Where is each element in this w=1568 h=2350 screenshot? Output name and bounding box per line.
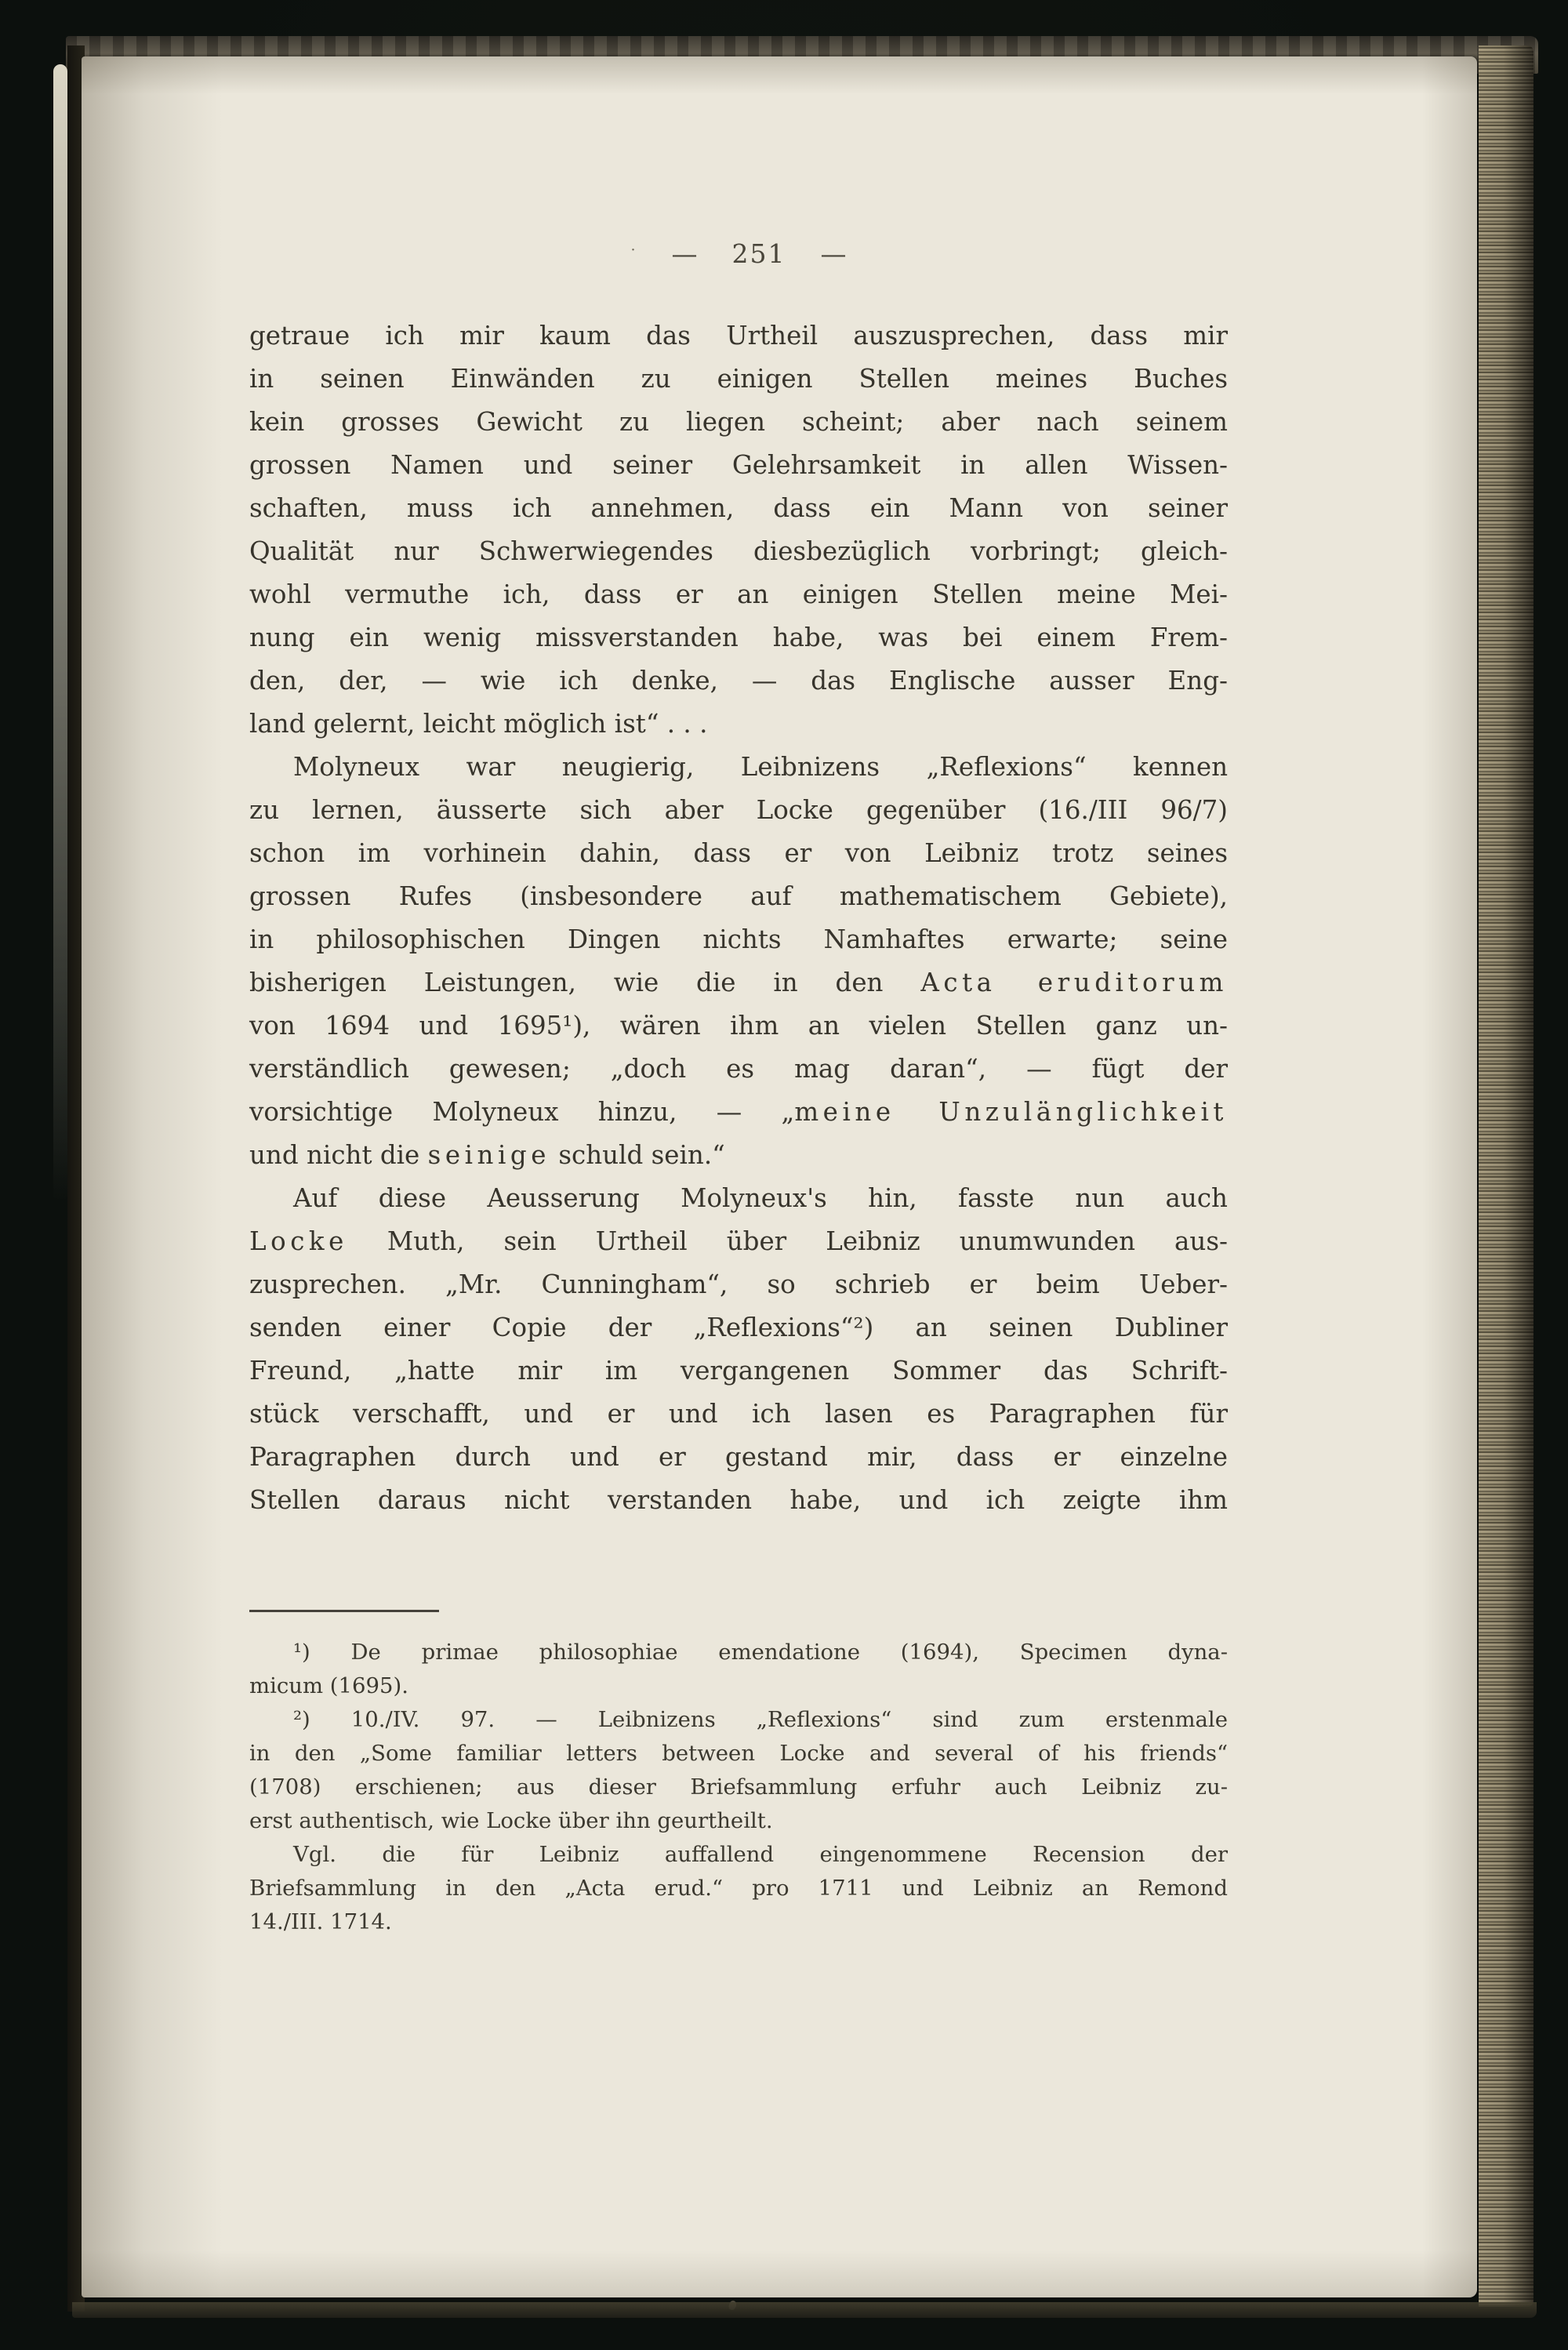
- footnote-rule: [249, 1610, 439, 1612]
- text-line: den, der, — wie ich denke, — das Englische ausser Eng-: [249, 666, 1228, 696]
- text-line: Briefsammlung in den „Acta erud.“ pro 1711 und Leibniz an Remond: [249, 1876, 1228, 1901]
- header-dash-right: —: [820, 238, 847, 269]
- book-cover-bottom-edge: [72, 2302, 1537, 2318]
- text-line: Molyneux war neugierig, Leibnizens „Reflexions“ kennen: [293, 752, 1228, 782]
- page-header: [249, 238, 1228, 269]
- footnotes: [249, 1636, 1228, 1939]
- text-line: senden einer Copie der „Reflexions“²) an seinen Dubliner: [249, 1313, 1228, 1342]
- fore-edge-pages: [1479, 45, 1534, 2307]
- header-dash-left: —: [671, 238, 698, 269]
- text-line: erst authentisch, wie Locke über ihn geurtheilt.: [249, 1808, 773, 1833]
- text-line: ²) 10./IV. 97. — Leibnizens „Reflexions“ sind zum erstenmale: [293, 1707, 1228, 1732]
- text-segment: vorsichtige Molyneux hinzu, — „: [249, 1097, 795, 1127]
- text-line: Stellen daraus nicht verstanden habe, und ich zeigte ihm: [249, 1485, 1228, 1515]
- text-line: Auf diese Aeusserung Molyneux's hin, fasste nun auch: [293, 1183, 1228, 1213]
- text-line: grossen Rufes (insbesondere auf mathematischem Gebiete),: [249, 881, 1228, 911]
- text-line: kein grosses Gewicht zu liegen scheint; aber nach seinem: [249, 407, 1228, 437]
- text-line: in seinen Einwänden zu einigen Stellen meines Buches: [249, 364, 1228, 394]
- text-line: verständlich gewesen; „doch es mag daran“, — fügt der: [249, 1054, 1228, 1084]
- text-line: Qualität nur Schwerwiegendes diesbezüglich vorbringt; gleich-: [249, 536, 1228, 566]
- paragraph: [249, 1703, 1228, 1838]
- text-line: (1708) erschienen; aus dieser Briefsammlung erfuhr auch Leibniz zu-: [249, 1774, 1228, 1800]
- page-content: [249, 238, 1228, 1939]
- letterspaced-text: seinige: [427, 1140, 550, 1170]
- body-text: [249, 314, 1228, 1522]
- page-number: 251: [731, 238, 786, 269]
- text-line: stück verschafft, und er und ich lasen es Paragraphen für: [249, 1399, 1228, 1429]
- text-line: [249, 1220, 1228, 1263]
- text-line: nung ein wenig missverstanden habe, was bei einem Frem-: [249, 623, 1228, 652]
- paragraph: [249, 1177, 1228, 1522]
- text-line: Freund, „hatte mir im vergangenen Sommer das Schrift-: [249, 1356, 1228, 1386]
- ink-dot-mark: ·: [630, 242, 636, 259]
- text-line: grossen Namen und seiner Gelehrsamkeit in allen Wissen-: [249, 450, 1228, 480]
- text-line: zu lernen, äusserte sich aber Locke gegenüber (16./III 96/7): [249, 795, 1228, 825]
- text-line: land gelernt, leicht möglich ist“ . . .: [249, 709, 708, 739]
- paragraph: [249, 746, 1228, 1177]
- text-line: in den „Some familiar letters between Locke and several of his friends“: [249, 1741, 1228, 1766]
- text-line: in philosophischen Dingen nichts Namhaftes erwarte; seine: [249, 924, 1228, 954]
- book-page: [82, 56, 1477, 2297]
- text-segment: bisherigen Leistungen, wie die in den: [249, 968, 921, 997]
- letterspaced-text: meine Unzulänglichkeit: [794, 1097, 1228, 1127]
- paragraph: [249, 1636, 1228, 1703]
- text-line: getraue ich mir kaum das Urtheil auszusprechen, dass mir: [249, 321, 1228, 351]
- paragraph: [249, 314, 1228, 746]
- paragraph: [249, 1838, 1228, 1939]
- text-line: [249, 1134, 1228, 1177]
- text-line: [249, 961, 1228, 1004]
- text-line: ¹) De primae philosophiae emendatione (1694), Specimen dyna-: [293, 1640, 1228, 1665]
- letterspaced-text: Acta eruditorum: [920, 968, 1228, 997]
- text-line: schon im vorhinein dahin, dass er von Leibniz trotz seines: [249, 838, 1228, 868]
- text-line: micum (1695).: [249, 1673, 408, 1698]
- text-line: von 1694 und 1695¹), wären ihm an vielen Stellen ganz un-: [249, 1011, 1228, 1041]
- text-line: Paragraphen durch und er gestand mir, dass er einzelne: [249, 1442, 1228, 1472]
- text-segment: Muth, sein Urtheil über Leibniz unumwunden aus-: [347, 1226, 1228, 1256]
- text-segment: schuld sein.“: [550, 1140, 725, 1170]
- text-line: schaften, muss ich annehmen, dass ein Mann von seiner: [249, 493, 1228, 523]
- text-line: wohl vermuthe ich, dass er an einigen Stellen meine Mei-: [249, 579, 1228, 609]
- text-line: zusprechen. „Mr. Cunningham“, so schrieb er beim Ueber-: [249, 1269, 1228, 1299]
- text-line: 14./III. 1714.: [249, 1909, 392, 1934]
- text-line: Vgl. die für Leibniz auffallend eingenommene Recension der: [293, 1842, 1228, 1867]
- letterspaced-text: Locke: [249, 1226, 348, 1256]
- text-segment: und nicht die: [249, 1140, 428, 1170]
- text-line: [249, 1091, 1228, 1134]
- page-edge-left: [53, 64, 67, 1201]
